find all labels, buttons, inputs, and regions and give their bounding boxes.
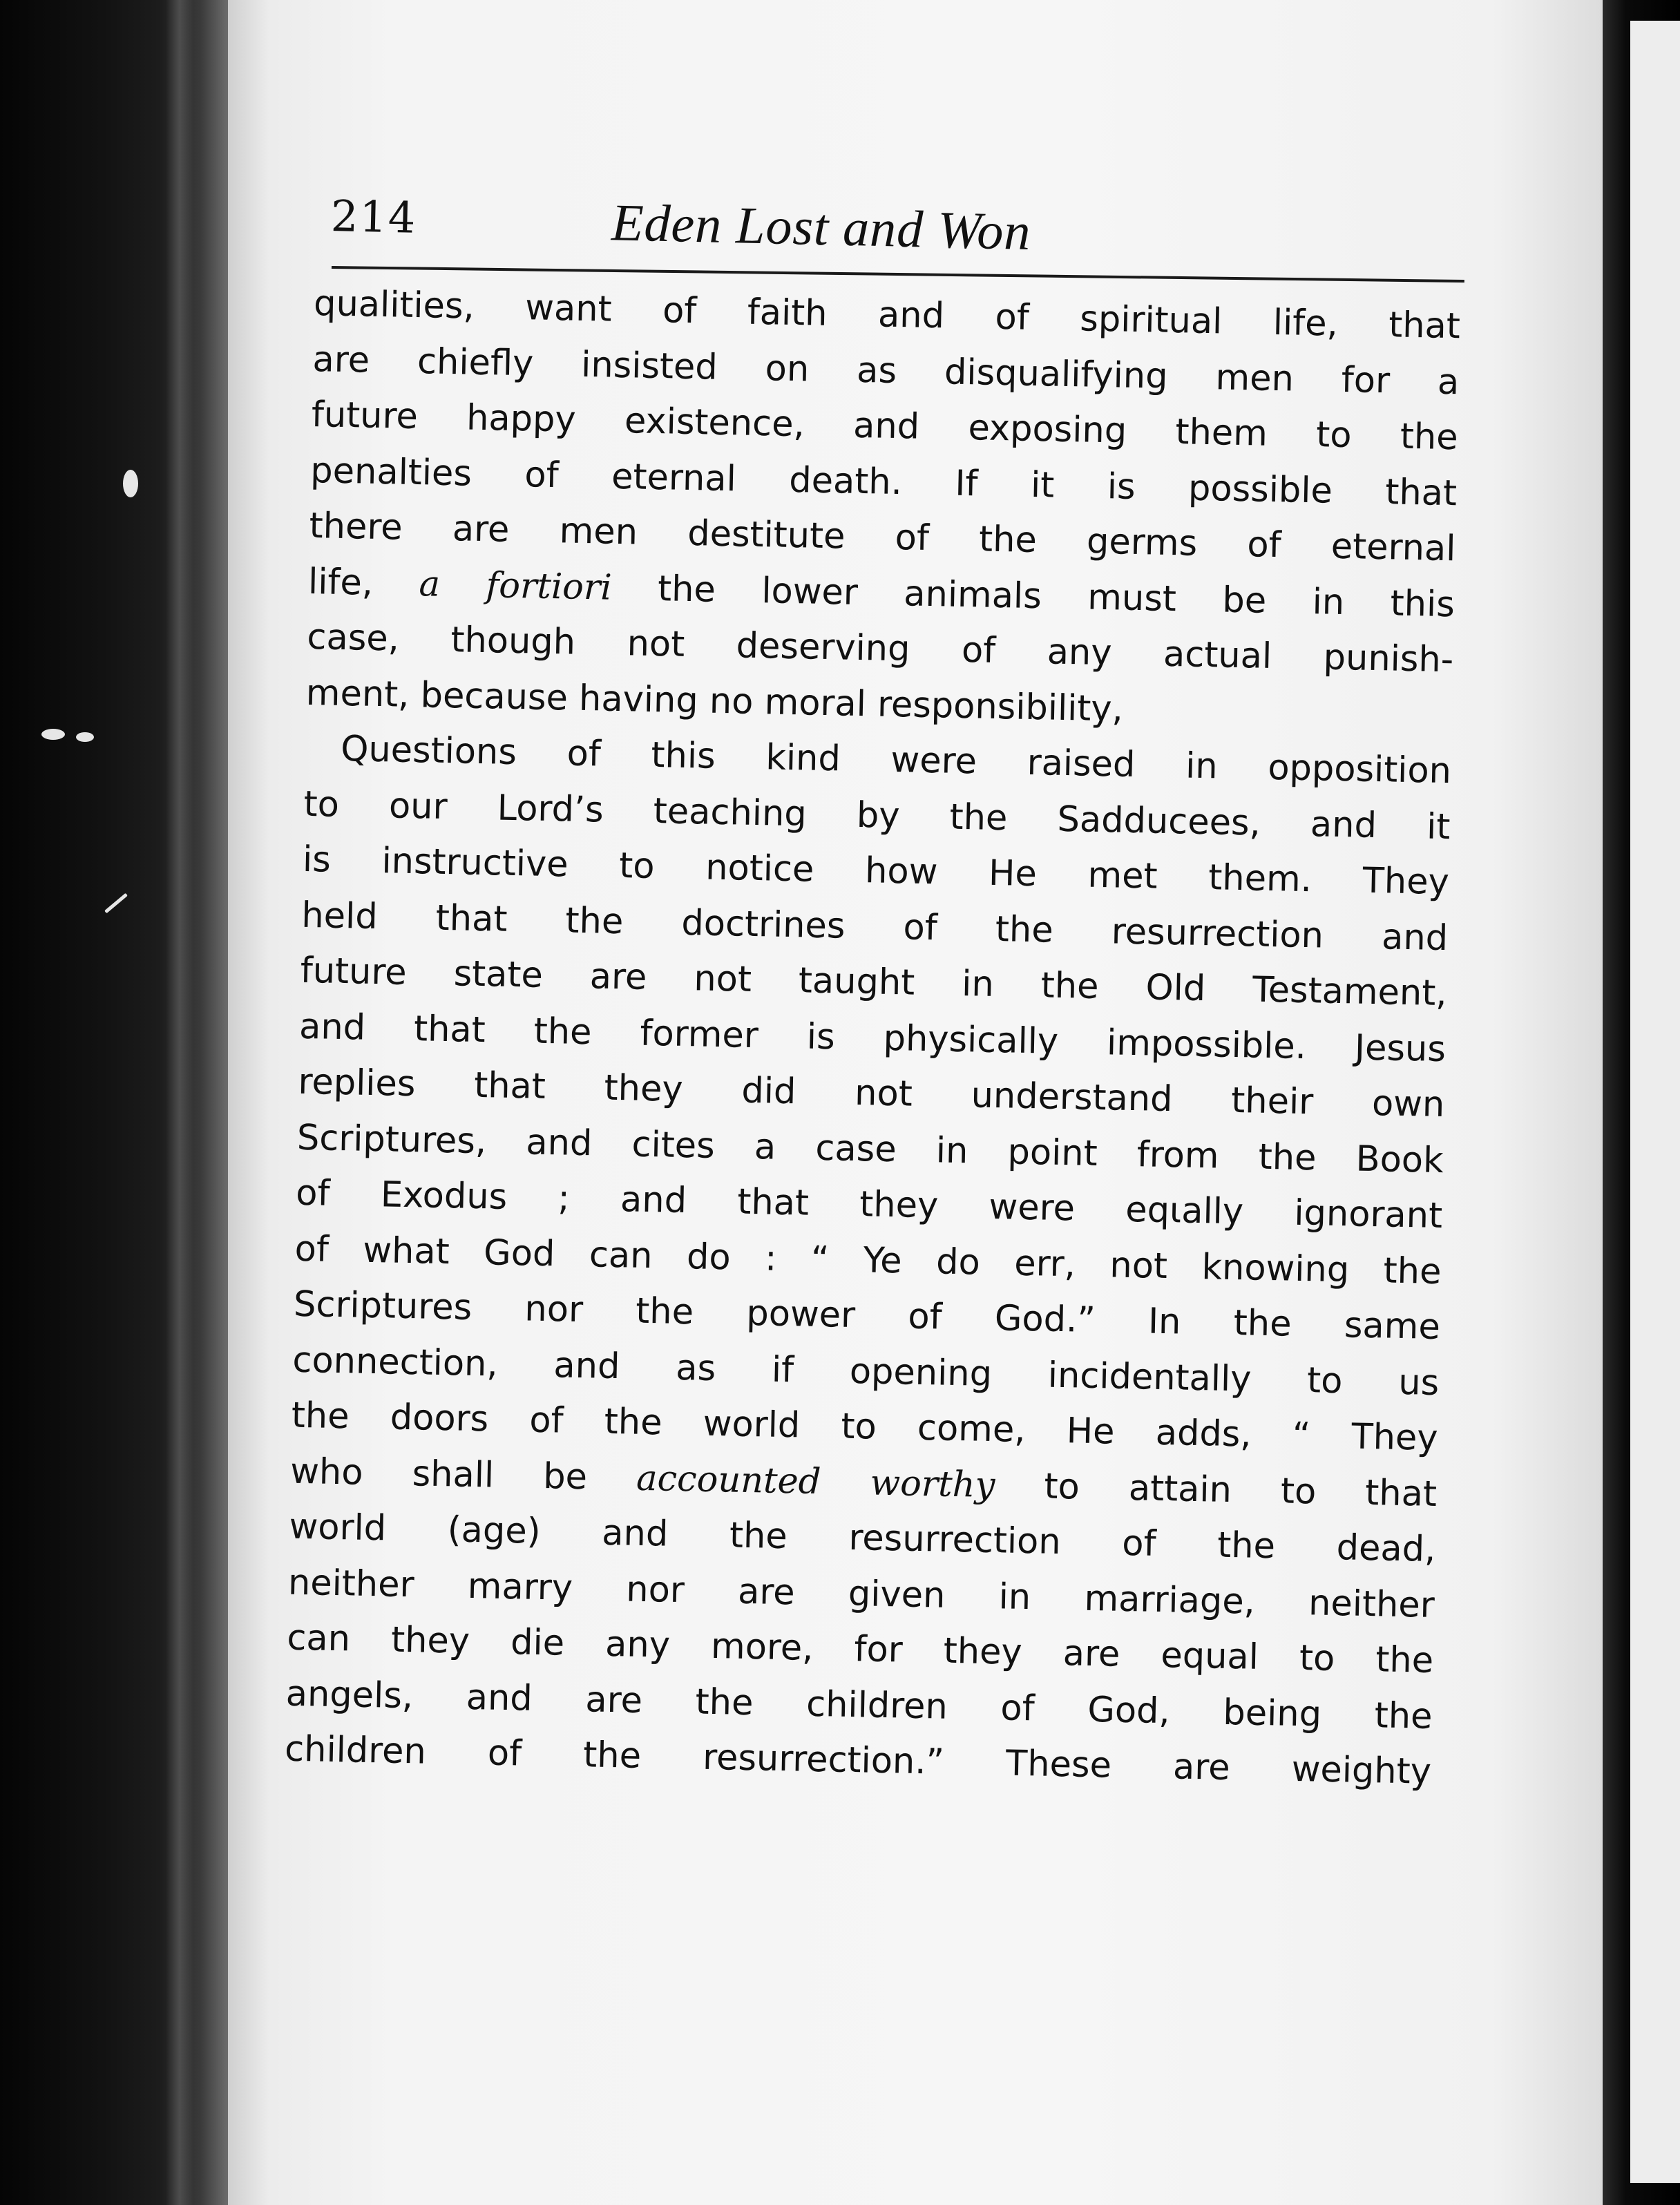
gutter-speck <box>76 732 94 742</box>
text-segment: who shall be <box>289 1451 637 1499</box>
text-line: is instructive to notice how He met them. They <box>302 839 1450 904</box>
text-line: are chiefly insisted on as disqualifying men for a <box>312 338 1460 403</box>
text-line: future happy existence, and exposing them to the <box>311 394 1459 459</box>
book-binding <box>0 0 228 2205</box>
text-segment: the lower animals must be in this <box>611 567 1455 625</box>
gutter-speck <box>123 470 138 497</box>
text-line: angels, and are the children of God, being the <box>285 1673 1433 1737</box>
text-line: Questions of this kind were raised in opposition <box>340 728 1452 792</box>
text-line: qualities, want of faith and of spiritual life, that <box>313 283 1461 347</box>
text-line: penalties of eternal death. If it is possible that <box>309 450 1458 514</box>
text-line: children of the resurrection.” These are weighty <box>284 1728 1432 1793</box>
text-segment: life, <box>307 561 420 604</box>
text-line: Scriptures nor the power of God.” In the same <box>293 1283 1441 1348</box>
text-line: replies that they did not understand their own <box>297 1061 1445 1126</box>
next-page-edge <box>1630 21 1680 2183</box>
body-text <box>284 276 1460 1800</box>
text-line: of what God can do : “ Ye do err, not knowing the <box>294 1228 1442 1292</box>
italic-phrase: accounted worthy <box>636 1458 996 1506</box>
text-line: connection, and as if opening incidentally to us <box>292 1339 1440 1404</box>
text-line: of Exodus ; and that they were eqιally ignorant <box>295 1172 1443 1237</box>
text-line: future state are not taught in the Old Testament, <box>300 950 1448 1015</box>
text-line: ment, because having no moral responsibility, <box>305 672 1124 730</box>
italic-phrase: a fortiori <box>418 563 613 609</box>
text-line: the doors of the world to come, He adds, “ They <box>291 1395 1439 1459</box>
text-line: Scriptures, and cites a case in point from the Book <box>296 1117 1444 1181</box>
text-line: there are men destitute of the germs of eternal <box>309 505 1457 570</box>
text-segment: to attain to that <box>994 1464 1438 1515</box>
text-line: world (age) and the resurrection of the dead, <box>289 1506 1436 1570</box>
text-line: neither marry nor are given in marriage, neither <box>287 1562 1435 1626</box>
gutter-speck <box>41 729 65 740</box>
text-line: and that the former is physically impossible. Jesus <box>298 1006 1447 1070</box>
text-line: can they die any more, for they are equal to the <box>286 1617 1434 1681</box>
text-line: to our Lord’s teaching by the Sadducees, and it <box>303 783 1451 848</box>
binding-highlight <box>166 0 193 2205</box>
running-title: Eden Lost and Won <box>611 193 1032 261</box>
page-number: 214 <box>330 190 418 243</box>
text-line: held that the doctrines of the resurrection and <box>300 895 1449 959</box>
text-line: case, though not deserving of any actual punish- <box>306 616 1454 681</box>
